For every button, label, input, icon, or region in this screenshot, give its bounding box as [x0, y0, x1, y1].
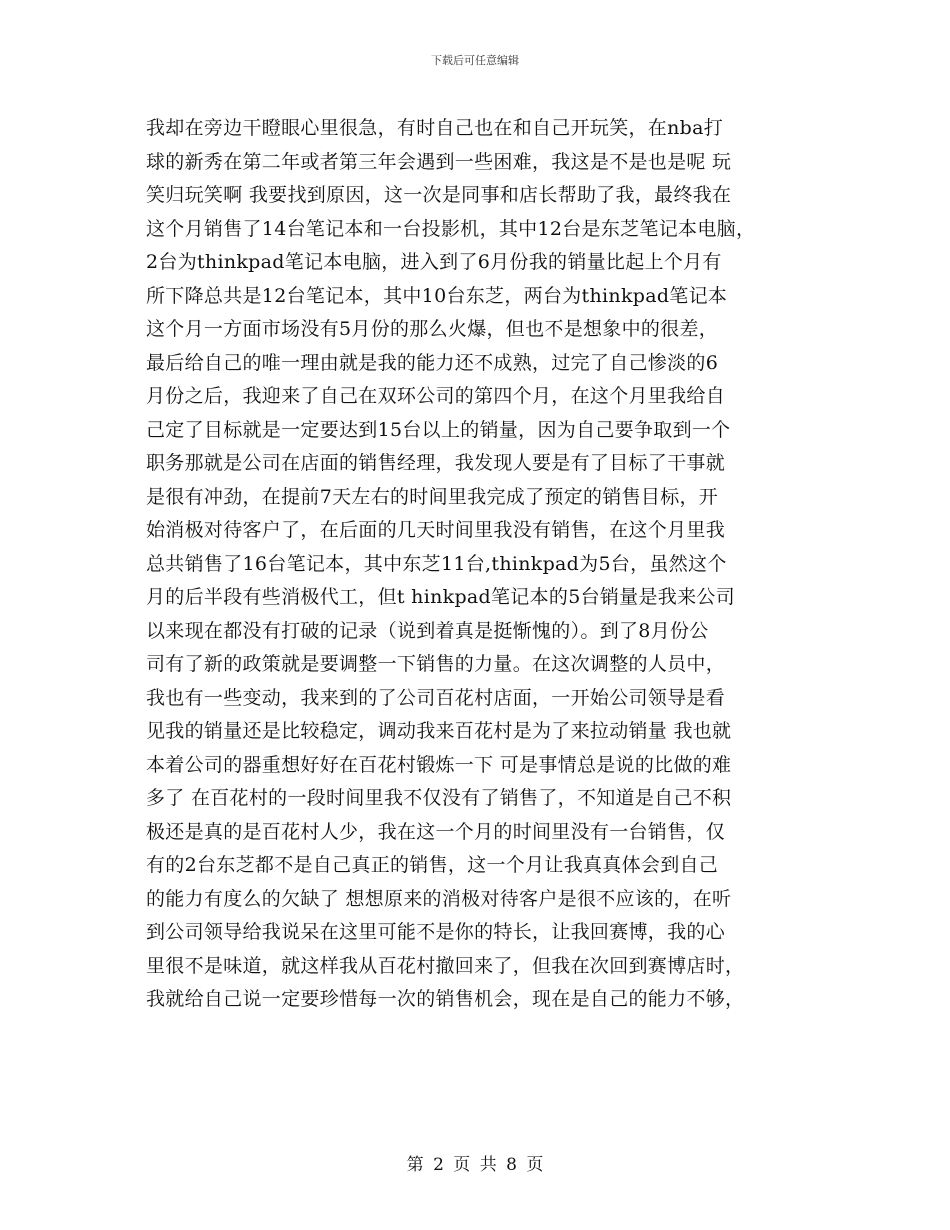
page-number: 第 2 页 共 8 页 — [406, 1155, 544, 1175]
text-line: 我却在旁边干瞪眼心里很急，有时自己也在和自己开玩笑，在nba打 — [146, 117, 724, 139]
text-line: 见我的销量还是比较稳定，调动我来百花村是为了来拉动销量 我也就 — [146, 720, 732, 742]
text-line: 本着公司的器重想好好在百花村锻炼一下 可是事情总是说的比做的难 — [146, 753, 732, 776]
text-line: 职务那就是公司在店面的销售经理，我发现人要是有了目标了干事就 — [146, 452, 726, 474]
text-line: 所下降总共是12台笔记本，其中10台东芝，两台为thinkpad笔记本 — [146, 284, 728, 307]
text-line: 有的2台东芝都不是自己真正的销售，这一个月让我真真体会到自己 — [146, 854, 719, 876]
text-line: 到公司领导给我说呆在这里可能不是你的特长，让我回赛博，我的心 — [146, 921, 726, 943]
body-text — [146, 112, 826, 1017]
text-line: 这个月销售了14台笔记本和一台投影机，其中12台是东芝笔记本电脑， — [146, 217, 756, 240]
text-line: 是很有冲劲，在提前7天左右的时间里我完成了预定的销售目标，开 — [146, 485, 719, 508]
page-header: 下载后可任意编辑 — [431, 54, 519, 67]
text-line: 里很不是味道，就这样我从百花村撤回来了，但我在次回到赛博店时， — [146, 954, 745, 977]
text-line: 我就给自己说一定要珍惜每一次的销售机会，现在是自己的能力不够， — [146, 988, 745, 1010]
text-line: 的能力有度么的欠缺了 想想原来的消极对待客户是很不应该的，在听 — [146, 887, 732, 910]
text-line: 始消极对待客户了，在后面的几天时间里我没有销售，在这个月里我 — [146, 519, 726, 541]
text-line: 以来现在都没有打破的记录（说到着真是挺惭愧的）。到了8月份公 — [146, 619, 709, 642]
text-line: 笑归玩笑啊 我要找到原因，这一次是同事和店长帮助了我，最终我在 — [146, 184, 732, 206]
text-line: 总共销售了16台笔记本，其中东芝11台,thinkpad为5台，虽然这个 — [146, 552, 727, 575]
text-line: 月的后半段有些消极代工，但t hinkpad笔记本的5台销量是我来公司 — [146, 586, 735, 608]
text-line: 我也有一些变动，我来到的了公司百花村店面，一开始公司领导是看 — [146, 686, 726, 709]
text-line: 这个月一方面市场没有5月份的那么火爆，但也不是想象中的很差， — [146, 318, 719, 340]
text-line: 司有了新的政策就是要调整一下销售的力量。在这次调整的人员中， — [146, 653, 726, 675]
text-line: 极还是真的是百花村人少，我在这一个月的时间里没有一台销售，仅 — [146, 820, 726, 843]
text-line: 多了 在百花村的一段时间里我不仅没有了销售了，不知道是自己不积 — [146, 787, 732, 809]
text-line: 己定了目标就是一定要达到15台以上的销量，因为自己要争取到一个 — [146, 418, 731, 441]
text-line: 球的新秀在第二年或者第三年会遇到一些困难，我这是不是也是呢 玩 — [146, 150, 732, 173]
text-line: 月份之后，我迎来了自己在双环公司的第四个月，在这个月里我给自 — [146, 385, 726, 407]
text-line: 2台为thinkpad笔记本电脑，进入到了6月份我的销量比起上个月有 — [146, 251, 722, 273]
text-line: 最后给自己的唯一理由就是我的能力还不成熟，过完了自己惨淡的6 — [146, 351, 719, 374]
